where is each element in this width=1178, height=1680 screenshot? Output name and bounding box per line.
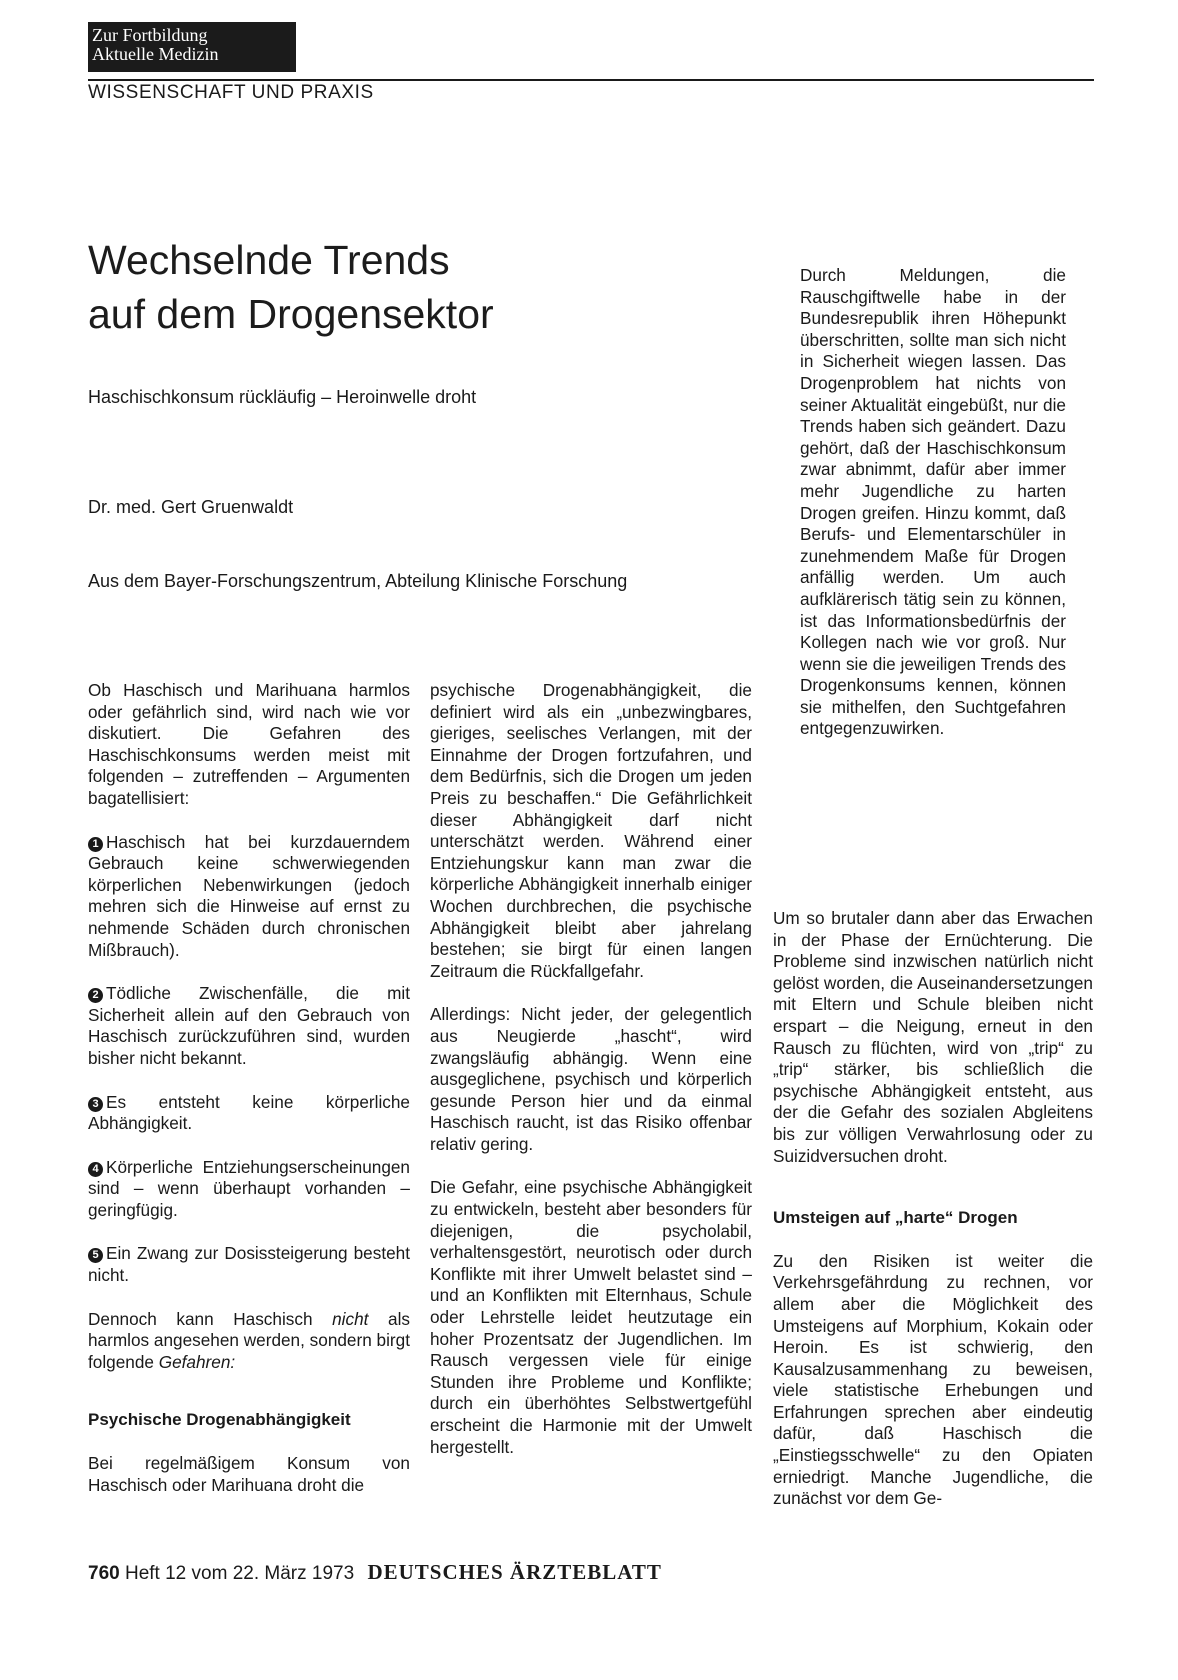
- col3-paragraph-1: Um so brutaler dann aber das Erwachen in der Phase der Ernüchterung. Die Probleme sind inzwischen natürlich nicht gelöst worden, die Auseinandersetzungen mit Eltern und Schule bleiben nicht erspart – die Neigung, erneut in den Rausch zu flüchten, wird von „trip“ zu „trip“ stärker, bis schließlich die psychische Abhängigkeit entsteht, aus der die Gefahr des sozialen Abgleitens bis zur völligen Verwahrlosung oder zu Suizidversuchen droht.: [773, 908, 1093, 1166]
- journal-name: DEUTSCHES ÄRZTEBLATT: [367, 1560, 662, 1584]
- article-affiliation: Aus dem Bayer-Forschungszentrum, Abteilung Klinische Forschung: [88, 571, 628, 591]
- page-number: 760: [88, 1563, 120, 1584]
- col1-paragraph-dennoch: [88, 1309, 410, 1374]
- intro-paragraph: Durch Meldungen, die Rauschgiftwelle habe in der Bundesrepublik ihren Höhepunkt überschritten, sollte man sich nicht in Sicherheit wiegen lassen. Das Drogenproblem hat nichts von seiner Aktualität eingebüßt, nur die Trends haben sich geändert. Dazu gehört, daß der Haschischkonsum zwar abnimmt, dafür aber immer mehr Jugendliche zu harten Drogen greifen. Hinzu kommt, daß Berufs- und Elementarschüler in zunehmendem Maße für Drogen anfällig werden. Um auch aufklärerisch tätig sein zu können, ist das Informationsbedürfnis der Kollegen nach wie vor groß. Nur wenn sie die jeweiligen Trends des Drogenkonsums kennen, können sie mithelfen, den Suchtgefahren entgegenzuwirken.: [800, 265, 1066, 739]
- dennoch-em-2: Gefahren:: [158, 1351, 236, 1372]
- number-3-icon: 3: [88, 1097, 103, 1112]
- list-item-2: [88, 983, 410, 1069]
- col3-paragraph-2: Zu den Risiken ist weiter die Verkehrsgefährdung zu rechnen, vor allem aber die Möglichkeit des Umsteigens auf Morphium, Kokain oder Heroin. Es ist schwierig, den Kausalzusammenhang zu beweisen, viele statistische Erhebungen und Erfahrungen sprechen aber eindeutig dafür, daß Haschisch die „Einstiegsschwelle“ zu den Opiaten erniedrigt. Manche Jugendliche, die zunächst vor dem Ge-: [773, 1250, 1093, 1509]
- intro-text: [800, 265, 1066, 762]
- col1-paragraph-1: Ob Haschisch und Marihuana harmlos oder gefährlich sind, wird nach wie vor diskutiert. Die Gefahren des Haschischkonsums werden meist mit folgenden – zutreffenden – Argumenten bagatellisiert:: [88, 680, 410, 808]
- list-item-4-text: Körperliche Entziehungserscheinungen sind – wenn überhaupt vorhanden – geringfügig.: [88, 1156, 410, 1220]
- list-item-3-text: Es entsteht keine körperliche Abhängigkeit.: [88, 1091, 410, 1134]
- article-subtitle: Haschischkonsum rückläufig – Heroinwelle droht: [88, 387, 477, 407]
- col1-paragraph-last: Bei regelmäßigem Konsum von Haschisch oder Marihuana droht die: [88, 1453, 410, 1495]
- number-4-icon: 4: [88, 1162, 103, 1177]
- list-item-4: [88, 1157, 410, 1222]
- header-rule: [88, 79, 1094, 81]
- section-box-line2: Aktuelle Medizin: [92, 44, 219, 64]
- section-box-line1: Zur Fortbildung: [92, 25, 208, 45]
- article-author: Dr. med. Gert Gruenwaldt: [88, 497, 294, 517]
- list-item-5-text: Ein Zwang zur Dosissteigerung besteht nicht.: [88, 1243, 410, 1286]
- column-3: [773, 908, 1093, 1532]
- list-item-5: [88, 1243, 410, 1286]
- section-box: [88, 22, 296, 72]
- column-2: [430, 680, 752, 1480]
- page-footer: [88, 1560, 662, 1585]
- issue-info: Heft 12 vom 22. März 1973: [124, 1563, 355, 1584]
- heading-psychische-abhaengigkeit: Psychische Drogenabhängigkeit: [88, 1410, 351, 1430]
- list-item-1-text: Haschisch hat bei kurzdauerndem Gebrauch keine schwerwiegenden körperlichen Nebenwirkungen (jedoch mehren sich die Hinweise auf ernst zu nehmende Schäden durch chronischen Mißbrauch).: [88, 831, 410, 960]
- dennoch-b: als harmlos angesehen werden, sondern birgt folgende: [88, 1308, 410, 1372]
- section-label: WISSENSCHAFT UND PRAXIS: [88, 82, 374, 103]
- list-item-1: [88, 832, 410, 962]
- number-1-icon: 1: [88, 837, 103, 852]
- col2-paragraph-3: Die Gefahr, eine psychische Abhängigkeit zu entwickeln, besteht aber besonders für diejenigen, die psycholabil, verhaltensgestört, neurotisch oder durch Konflikte mit ihrer Umwelt belastet sind – und an Konflikten mit Elternhaus, Schule oder Lehrstelle leidet heutzutage ein hoher Prozentsatz der Jugendlichen. Im Rausch vergessen viele für einige Stunden ihre Probleme und Konflikte; durch ein überhöhtes Selbstwertgefühl erscheint die Harmonie mit der Umwelt hergestellt.: [430, 1177, 752, 1457]
- dennoch-em-1: nicht: [332, 1308, 369, 1329]
- col2-paragraph-2: Allerdings: Nicht jeder, der gelegentlich aus Neugierde „hascht“, wird zwangsläufig abhängig. Wenn eine ausgeglichene, psychisch und körperlich gesunde Person hier und da einmal Haschisch raucht, ist das Risiko offenbar relativ gering.: [430, 1004, 752, 1154]
- title-line-1: Wechselnde Trends: [88, 237, 450, 283]
- article-title: [88, 233, 494, 341]
- number-5-icon: 5: [88, 1248, 103, 1263]
- heading-umsteigen: Umsteigen auf „harte“ Drogen: [773, 1208, 1018, 1228]
- title-line-2: auf dem Drogensektor: [88, 291, 494, 337]
- dennoch-a: Dennoch kann Haschisch: [88, 1308, 333, 1329]
- col2-paragraph-1: psychische Drogenabhängigkeit, die definiert wird als ein „unbezwingbares, gieriges, seelisches Verlangen, mit der Einnahme der Drogen fortzufahren, und dem Bedürfnis, sich die Drogen um jeden Preis zu beschaffen.“ Die Gefährlichkeit dieser Abhängigkeit darf nicht unterschätzt werden. Während einer Entziehungskur kann man zwar die körperliche Abhängigkeit innerhalb einiger Wochen durchbrechen, die psychische Abhängigkeit bleibt aber jahrelang bestehen; sie birgt für einen langen Zeitraum die Rückfallgefahr.: [430, 680, 752, 981]
- list-item-2-text: Tödliche Zwischenfälle, die mit Sicherheit allein auf den Gebrauch von Haschisch zurückzuführen sind, wurden bisher nicht bekannt.: [88, 983, 410, 1068]
- column-1: [88, 680, 410, 1518]
- list-item-3: [88, 1092, 410, 1135]
- number-2-icon: 2: [88, 988, 103, 1003]
